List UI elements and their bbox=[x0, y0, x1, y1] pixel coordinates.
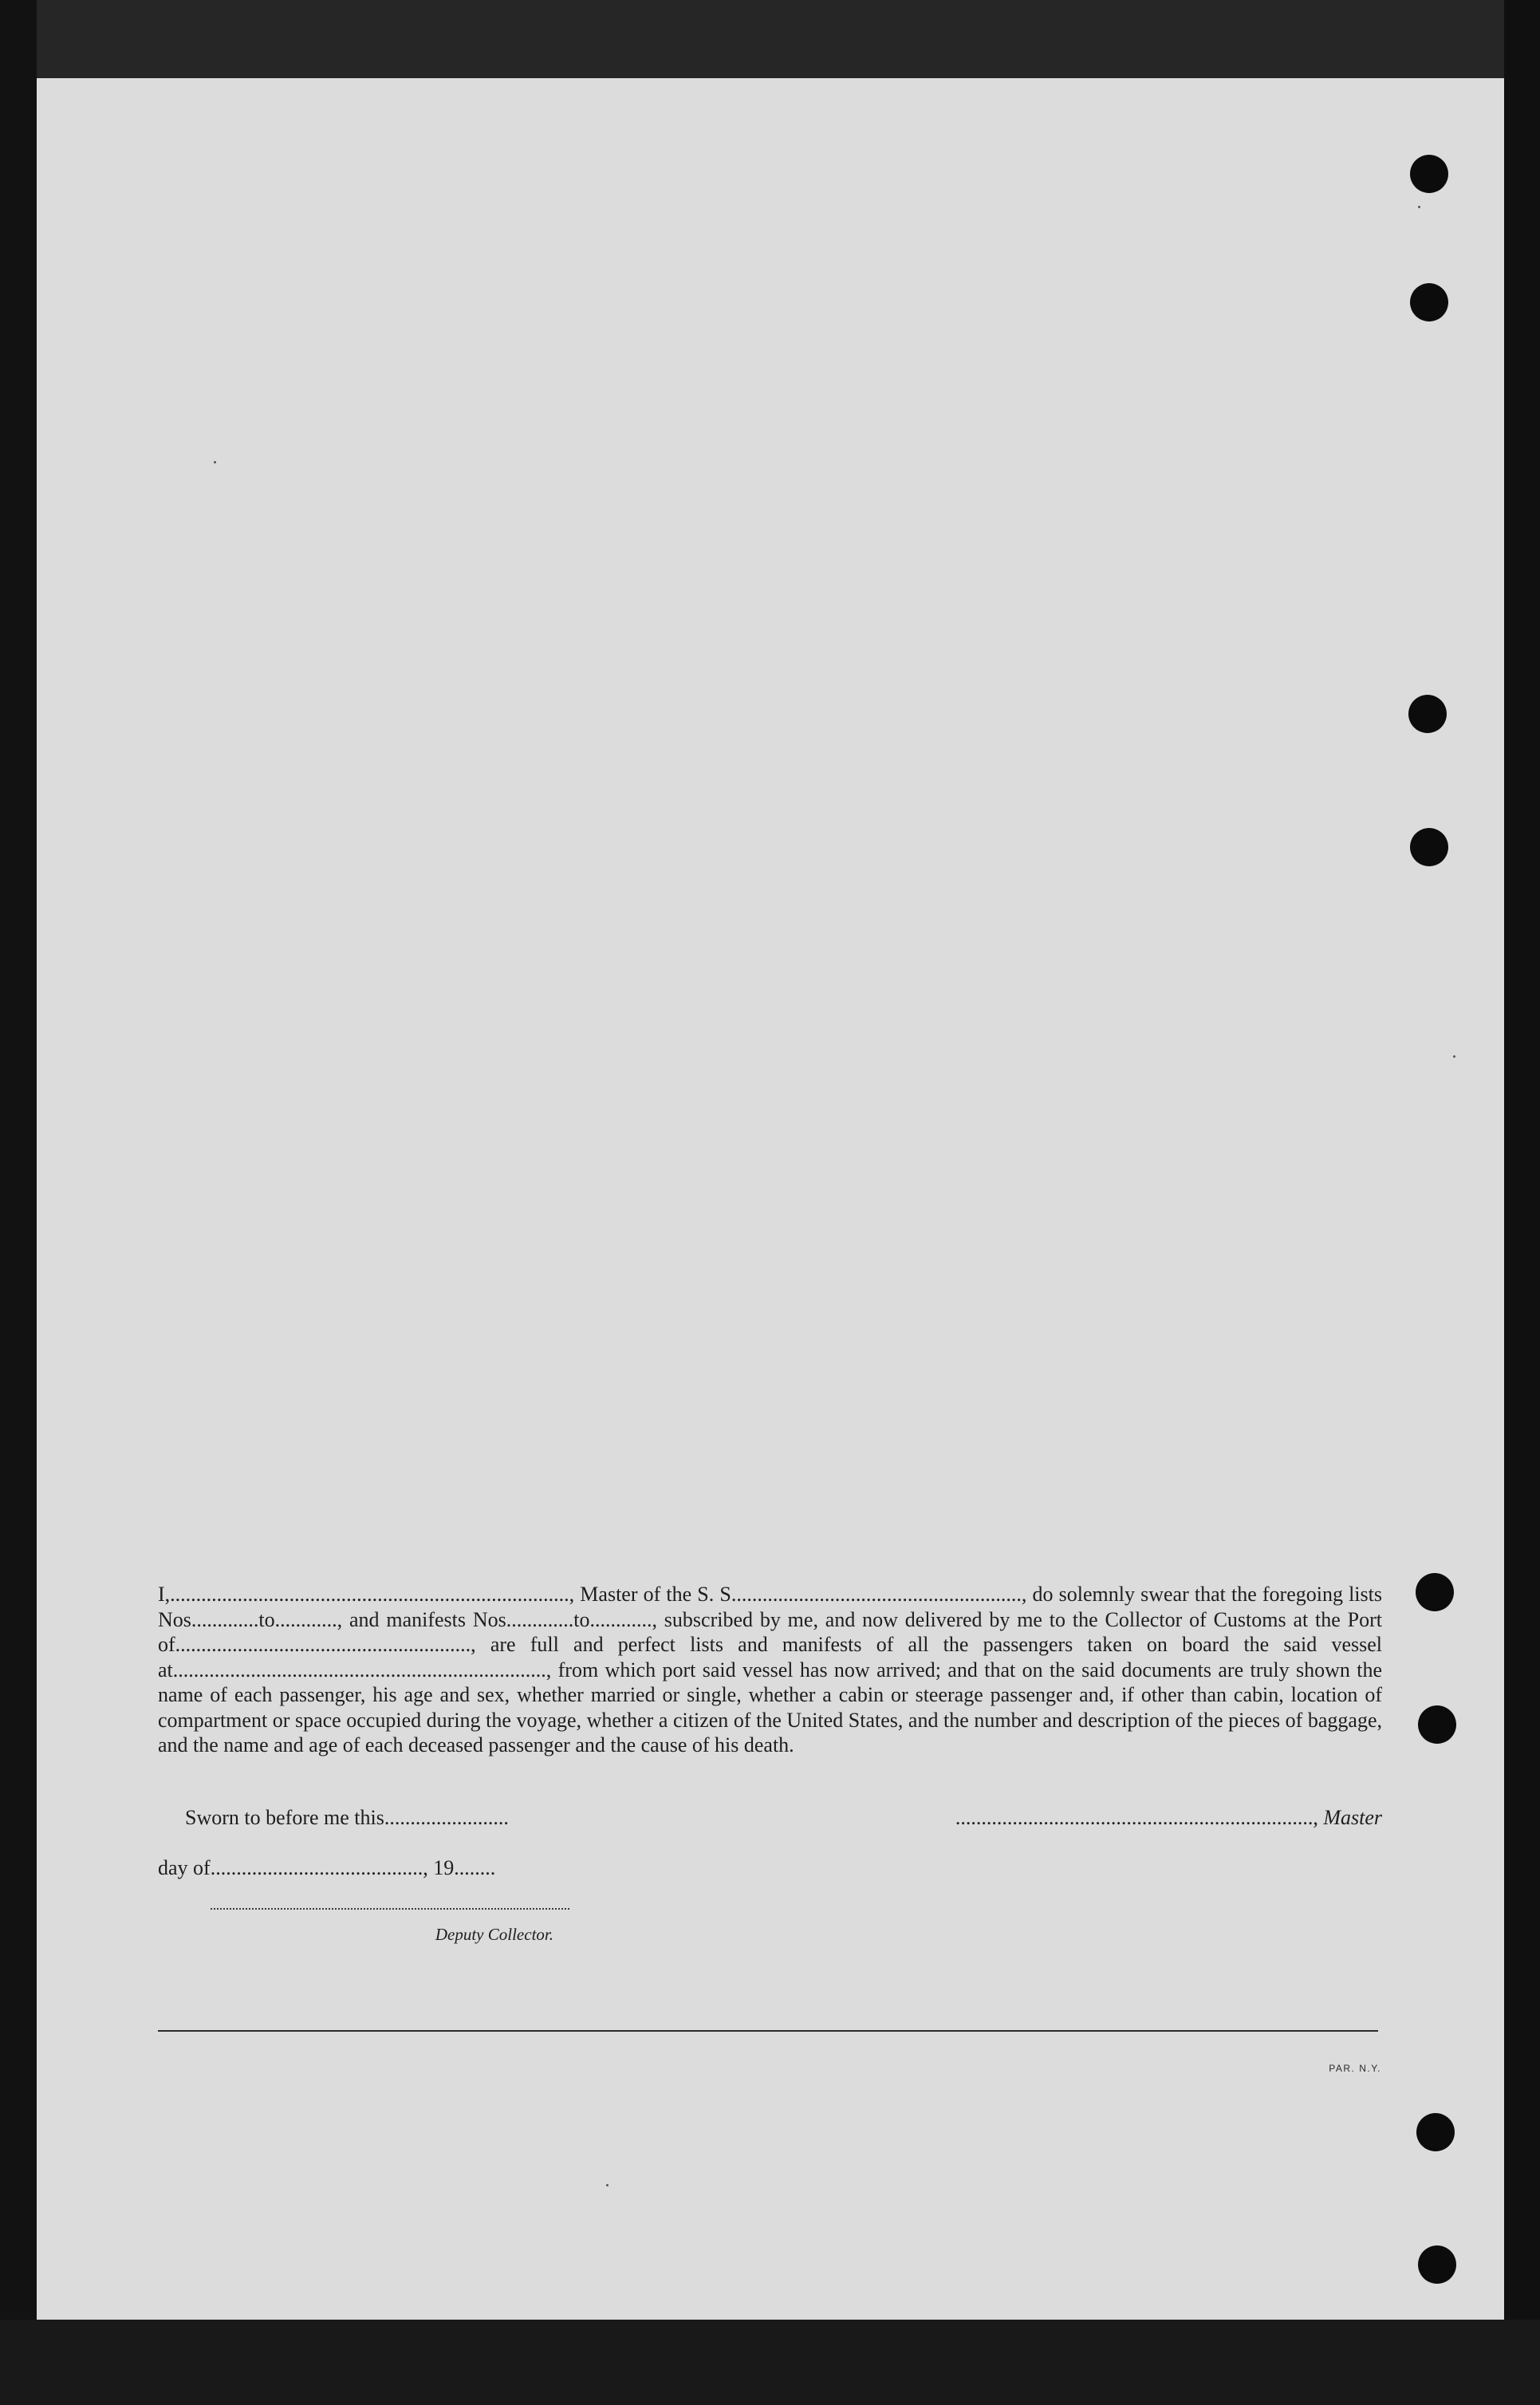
punch-hole-icon bbox=[1418, 1705, 1456, 1744]
punch-hole-icon bbox=[1416, 2113, 1455, 2151]
document-page bbox=[37, 78, 1504, 2320]
punch-hole-icon bbox=[1408, 695, 1447, 733]
punch-hole-icon bbox=[1416, 1573, 1454, 1611]
scan-border-top bbox=[0, 0, 1540, 80]
scan-border-left bbox=[0, 0, 37, 2405]
punch-hole-icon bbox=[1410, 155, 1448, 193]
master-signature-dots: ....................................................................., bbox=[955, 1806, 1318, 1829]
master-label: Master bbox=[1323, 1806, 1382, 1829]
sworn-before-line: Sworn to before me this........................ bbox=[185, 1806, 509, 1829]
deputy-collector-label: Deputy Collector. bbox=[435, 1925, 553, 1944]
horizontal-rule bbox=[158, 2030, 1378, 2032]
master-signature-line bbox=[884, 1806, 1382, 1830]
day-of-line: day of........................................., 19........ bbox=[158, 1856, 496, 1879]
punch-hole-icon bbox=[1410, 283, 1448, 321]
punch-hole-icon bbox=[1418, 2245, 1456, 2284]
scan-speck bbox=[606, 2184, 609, 2186]
printer-mark: PAR. N.Y. bbox=[1329, 2063, 1381, 2074]
scan-speck bbox=[214, 461, 216, 463]
punch-hole-icon bbox=[1410, 828, 1448, 866]
master-oath-paragraph: I,............................................................................., Master of the S. S........................................................, do solemnly swear that the foregoing lists Nos.............to............, and manifests Nos.............to............, subscribed by me, and now delivered by me to the Collector of Customs at the Port of........................................................., are full and perfect lists and manifests of all the passengers taken on board the said vessel at........................................................................, from which port said vessel has now arrived; and that on the said documents are truly shown the name of each passenger, his age and sex, whether married or single, whether a cabin or steerage passenger and, if other than cabin, location of compartment or space occupied during the voyage, whether a citizen of the United States, and the number and description of the pieces of baggage, and the name and age of each deceased passenger and the cause of his death. bbox=[158, 1583, 1382, 1756]
deputy-signature-dots bbox=[211, 1908, 569, 1910]
scan-border-right bbox=[1504, 0, 1540, 2405]
scan-border-bottom bbox=[0, 2320, 1540, 2405]
scan-speck bbox=[1418, 206, 1420, 208]
scan-speck bbox=[1453, 1055, 1455, 1058]
